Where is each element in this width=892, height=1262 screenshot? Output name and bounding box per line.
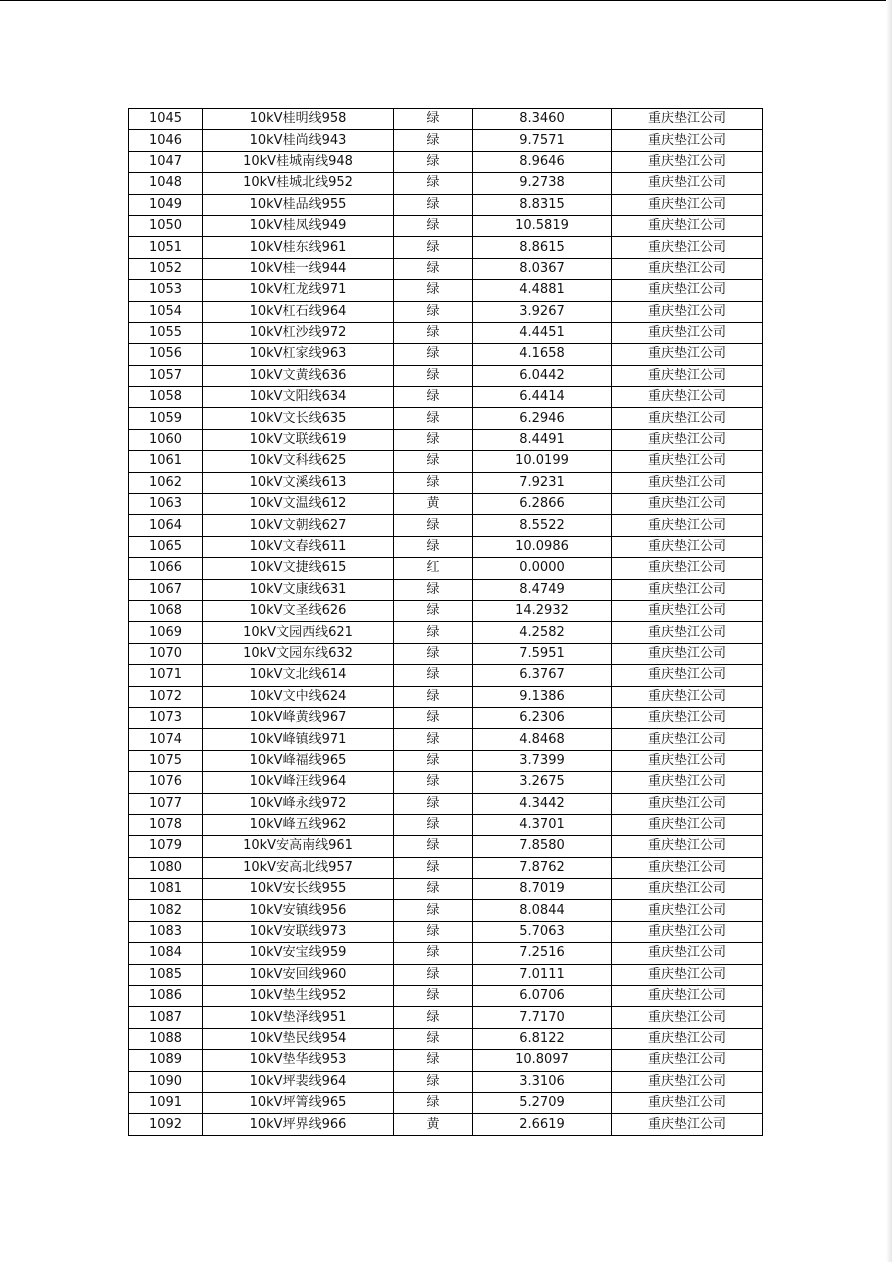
line-name-cell: 10kV桂尚线943 [203,130,394,151]
table-row [129,194,763,215]
company-cell: 重庆垫江公司 [612,365,763,386]
status-color-cell: 绿 [394,793,473,814]
value-cell: 3.9267 [473,301,612,322]
table-row [129,408,763,429]
status-color-cell: 绿 [394,686,473,707]
table-row [129,109,763,130]
table-row [129,600,763,621]
line-name-cell: 10kV垫华线953 [203,1050,394,1071]
line-name-cell: 10kV垫生线952 [203,986,394,1007]
value-cell: 4.4451 [473,322,612,343]
line-name-cell: 10kV文联线619 [203,429,394,450]
row-number-cell: 1074 [129,729,203,750]
row-number-cell: 1078 [129,814,203,835]
row-number-cell: 1055 [129,322,203,343]
line-name-cell: 10kV杠石线964 [203,301,394,322]
value-cell: 8.3460 [473,109,612,130]
row-number-cell: 1080 [129,857,203,878]
table-row [129,900,763,921]
row-number-cell: 1062 [129,472,203,493]
status-color-cell: 绿 [394,387,473,408]
line-name-cell: 10kV文黄线636 [203,365,394,386]
line-name-cell: 10kV峰黄线967 [203,707,394,728]
value-cell: 7.9231 [473,472,612,493]
value-cell: 8.0367 [473,258,612,279]
value-cell: 6.2866 [473,494,612,515]
line-name-cell: 10kV文科线625 [203,451,394,472]
status-color-cell: 绿 [394,408,473,429]
line-name-cell: 10kV桂城南线948 [203,151,394,172]
row-number-cell: 1068 [129,600,203,621]
value-cell: 8.4749 [473,579,612,600]
status-color-cell: 绿 [394,130,473,151]
company-cell: 重庆垫江公司 [612,536,763,557]
company-cell: 重庆垫江公司 [612,622,763,643]
table-row [129,215,763,236]
table-body [129,109,763,1136]
row-number-cell: 1089 [129,1050,203,1071]
status-color-cell: 绿 [394,365,473,386]
line-name-cell: 10kV坪箐线965 [203,1092,394,1113]
status-color-cell: 黄 [394,494,473,515]
company-cell: 重庆垫江公司 [612,879,763,900]
line-name-cell: 10kV杠沙线972 [203,322,394,343]
company-cell: 重庆垫江公司 [612,665,763,686]
table-row [129,1007,763,1028]
row-number-cell: 1086 [129,986,203,1007]
value-cell: 8.5522 [473,515,612,536]
status-color-cell: 黄 [394,1114,473,1135]
status-color-cell: 绿 [394,921,473,942]
row-number-cell: 1090 [129,1071,203,1092]
company-cell: 重庆垫江公司 [612,451,763,472]
company-cell: 重庆垫江公司 [612,258,763,279]
status-color-cell: 绿 [394,194,473,215]
line-name-cell: 10kV坪裴线964 [203,1071,394,1092]
status-color-cell: 绿 [394,836,473,857]
line-name-cell: 10kV峰镇线971 [203,729,394,750]
row-number-cell: 1075 [129,750,203,771]
line-name-cell: 10kV文温线612 [203,494,394,515]
company-cell: 重庆垫江公司 [612,986,763,1007]
status-color-cell: 绿 [394,1007,473,1028]
status-color-cell: 绿 [394,857,473,878]
value-cell: 5.2709 [473,1092,612,1113]
line-name-cell: 10kV杠龙线971 [203,280,394,301]
company-cell: 重庆垫江公司 [612,1007,763,1028]
status-color-cell: 绿 [394,536,473,557]
status-color-cell: 绿 [394,900,473,921]
row-number-cell: 1056 [129,344,203,365]
status-color-cell: 绿 [394,772,473,793]
line-name-cell: 10kV文园西线621 [203,622,394,643]
line-name-cell: 10kV安高南线961 [203,836,394,857]
table-row [129,494,763,515]
value-cell: 8.4491 [473,429,612,450]
status-color-cell: 绿 [394,280,473,301]
company-cell: 重庆垫江公司 [612,237,763,258]
value-cell: 9.1386 [473,686,612,707]
status-color-cell: 绿 [394,943,473,964]
line-name-cell: 10kV文春线611 [203,536,394,557]
value-cell: 8.8315 [473,194,612,215]
table-row [129,793,763,814]
table-row [129,943,763,964]
table-row [129,579,763,600]
company-cell: 重庆垫江公司 [612,1114,763,1135]
table-row [129,451,763,472]
company-cell: 重庆垫江公司 [612,900,763,921]
line-name-cell: 10kV垫民线954 [203,1028,394,1049]
line-name-cell: 10kV桂城北线952 [203,173,394,194]
company-cell: 重庆垫江公司 [612,1071,763,1092]
company-cell: 重庆垫江公司 [612,494,763,515]
table-row [129,1050,763,1071]
company-cell: 重庆垫江公司 [612,1028,763,1049]
row-number-cell: 1069 [129,622,203,643]
status-color-cell: 绿 [394,258,473,279]
row-number-cell: 1066 [129,558,203,579]
row-number-cell: 1049 [129,194,203,215]
table-row [129,729,763,750]
status-color-cell: 绿 [394,729,473,750]
status-color-cell: 绿 [394,964,473,985]
value-cell: 6.2306 [473,707,612,728]
line-name-cell: 10kV文捷线615 [203,558,394,579]
table-row [129,429,763,450]
row-number-cell: 1059 [129,408,203,429]
row-number-cell: 1048 [129,173,203,194]
status-color-cell: 绿 [394,109,473,130]
row-number-cell: 1047 [129,151,203,172]
row-number-cell: 1070 [129,643,203,664]
row-number-cell: 1051 [129,237,203,258]
status-color-cell: 红 [394,558,473,579]
status-color-cell: 绿 [394,472,473,493]
row-number-cell: 1088 [129,1028,203,1049]
value-cell: 4.4881 [473,280,612,301]
row-number-cell: 1061 [129,451,203,472]
line-name-cell: 10kV文阳线634 [203,387,394,408]
status-color-cell: 绿 [394,879,473,900]
company-cell: 重庆垫江公司 [612,194,763,215]
line-name-cell: 10kV杠家线963 [203,344,394,365]
row-number-cell: 1052 [129,258,203,279]
value-cell: 4.8468 [473,729,612,750]
row-number-cell: 1064 [129,515,203,536]
row-number-cell: 1091 [129,1092,203,1113]
value-cell: 6.8122 [473,1028,612,1049]
status-color-cell: 绿 [394,1092,473,1113]
line-name-cell: 10kV安长线955 [203,879,394,900]
value-cell: 8.0844 [473,900,612,921]
line-name-cell: 10kV安宝线959 [203,943,394,964]
status-color-cell: 绿 [394,1050,473,1071]
value-cell: 10.0199 [473,451,612,472]
line-name-cell: 10kV文园东线632 [203,643,394,664]
row-number-cell: 1065 [129,536,203,557]
status-color-cell: 绿 [394,579,473,600]
value-cell: 9.2738 [473,173,612,194]
status-color-cell: 绿 [394,1028,473,1049]
table-row [129,280,763,301]
value-cell: 2.6619 [473,1114,612,1135]
company-cell: 重庆垫江公司 [612,579,763,600]
value-cell: 6.3767 [473,665,612,686]
company-cell: 重庆垫江公司 [612,344,763,365]
company-cell: 重庆垫江公司 [612,472,763,493]
line-name-cell: 10kV峰永线972 [203,793,394,814]
page-right-edge [886,0,892,1262]
company-cell: 重庆垫江公司 [612,130,763,151]
company-cell: 重庆垫江公司 [612,772,763,793]
company-cell: 重庆垫江公司 [612,173,763,194]
table-row [129,750,763,771]
company-cell: 重庆垫江公司 [612,109,763,130]
row-number-cell: 1071 [129,665,203,686]
company-cell: 重庆垫江公司 [612,280,763,301]
value-cell: 8.9646 [473,151,612,172]
value-cell: 4.3442 [473,793,612,814]
value-cell: 10.8097 [473,1050,612,1071]
row-number-cell: 1081 [129,879,203,900]
table-row [129,258,763,279]
value-cell: 4.3701 [473,814,612,835]
company-cell: 重庆垫江公司 [612,151,763,172]
company-cell: 重庆垫江公司 [612,1092,763,1113]
value-cell: 8.7019 [473,879,612,900]
line-name-cell: 10kV桂东线961 [203,237,394,258]
row-number-cell: 1046 [129,130,203,151]
row-number-cell: 1083 [129,921,203,942]
company-cell: 重庆垫江公司 [612,943,763,964]
company-cell: 重庆垫江公司 [612,215,763,236]
line-name-cell: 10kV安镇线956 [203,900,394,921]
table-row [129,1028,763,1049]
row-number-cell: 1084 [129,943,203,964]
value-cell: 14.2932 [473,600,612,621]
company-cell: 重庆垫江公司 [612,301,763,322]
line-name-cell: 10kV安联线973 [203,921,394,942]
table-row [129,558,763,579]
status-color-cell: 绿 [394,151,473,172]
row-number-cell: 1067 [129,579,203,600]
value-cell: 7.0111 [473,964,612,985]
value-cell: 8.8615 [473,237,612,258]
value-cell: 9.7571 [473,130,612,151]
row-number-cell: 1076 [129,772,203,793]
company-cell: 重庆垫江公司 [612,814,763,835]
table-row [129,387,763,408]
line-name-cell: 10kV桂品线955 [203,194,394,215]
value-cell: 3.7399 [473,750,612,771]
table-row [129,344,763,365]
line-name-cell: 10kV文长线635 [203,408,394,429]
value-cell: 3.3106 [473,1071,612,1092]
row-number-cell: 1045 [129,109,203,130]
table-row [129,921,763,942]
line-name-cell: 10kV文北线614 [203,665,394,686]
status-color-cell: 绿 [394,237,473,258]
status-color-cell: 绿 [394,707,473,728]
table-row [129,772,763,793]
value-cell: 7.8762 [473,857,612,878]
company-cell: 重庆垫江公司 [612,429,763,450]
line-name-cell: 10kV文朝线627 [203,515,394,536]
line-name-cell: 10kV峰五线962 [203,814,394,835]
row-number-cell: 1050 [129,215,203,236]
company-cell: 重庆垫江公司 [612,408,763,429]
status-color-cell: 绿 [394,322,473,343]
status-color-cell: 绿 [394,215,473,236]
value-cell: 4.1658 [473,344,612,365]
line-name-cell: 10kV文康线631 [203,579,394,600]
status-color-cell: 绿 [394,301,473,322]
line-name-cell: 10kV坪界线966 [203,1114,394,1135]
value-cell: 4.2582 [473,622,612,643]
company-cell: 重庆垫江公司 [612,686,763,707]
company-cell: 重庆垫江公司 [612,964,763,985]
row-number-cell: 1077 [129,793,203,814]
line-name-cell: 10kV峰汪线964 [203,772,394,793]
line-name-cell: 10kV安高北线957 [203,857,394,878]
company-cell: 重庆垫江公司 [612,322,763,343]
company-cell: 重庆垫江公司 [612,750,763,771]
row-number-cell: 1057 [129,365,203,386]
row-number-cell: 1054 [129,301,203,322]
status-color-cell: 绿 [394,622,473,643]
table-row [129,707,763,728]
line-name-cell: 10kV垫泽线951 [203,1007,394,1028]
company-cell: 重庆垫江公司 [612,793,763,814]
company-cell: 重庆垫江公司 [612,836,763,857]
table-row [129,643,763,664]
row-number-cell: 1082 [129,900,203,921]
row-number-cell: 1060 [129,429,203,450]
table-row [129,365,763,386]
company-cell: 重庆垫江公司 [612,515,763,536]
row-number-cell: 1092 [129,1114,203,1135]
table-row [129,857,763,878]
company-cell: 重庆垫江公司 [612,729,763,750]
row-number-cell: 1085 [129,964,203,985]
table-row [129,1071,763,1092]
line-name-cell: 10kV峰福线965 [203,750,394,771]
row-number-cell: 1079 [129,836,203,857]
line-name-cell: 10kV桂一线944 [203,258,394,279]
line-name-cell: 10kV文圣线626 [203,600,394,621]
value-cell: 7.7170 [473,1007,612,1028]
table-row [129,515,763,536]
status-color-cell: 绿 [394,344,473,365]
table-row [129,665,763,686]
table-row [129,879,763,900]
row-number-cell: 1053 [129,280,203,301]
status-color-cell: 绿 [394,600,473,621]
value-cell: 7.8580 [473,836,612,857]
table-row [129,986,763,1007]
status-color-cell: 绿 [394,814,473,835]
value-cell: 10.5819 [473,215,612,236]
table-row [129,472,763,493]
status-color-cell: 绿 [394,665,473,686]
status-color-cell: 绿 [394,173,473,194]
row-number-cell: 1072 [129,686,203,707]
table-row [129,964,763,985]
company-cell: 重庆垫江公司 [612,643,763,664]
table-row [129,686,763,707]
value-cell: 3.2675 [473,772,612,793]
status-color-cell: 绿 [394,1071,473,1092]
value-cell: 5.7063 [473,921,612,942]
value-cell: 6.2946 [473,408,612,429]
company-cell: 重庆垫江公司 [612,600,763,621]
value-cell: 6.0442 [473,365,612,386]
status-color-cell: 绿 [394,515,473,536]
table-row [129,836,763,857]
company-cell: 重庆垫江公司 [612,558,763,579]
table-row [129,1114,763,1135]
status-color-cell: 绿 [394,986,473,1007]
company-cell: 重庆垫江公司 [612,1050,763,1071]
company-cell: 重庆垫江公司 [612,707,763,728]
value-cell: 6.0706 [473,986,612,1007]
table-row [129,536,763,557]
row-number-cell: 1063 [129,494,203,515]
value-cell: 7.5951 [473,643,612,664]
status-color-cell: 绿 [394,429,473,450]
line-name-cell: 10kV桂凤线949 [203,215,394,236]
status-color-cell: 绿 [394,643,473,664]
table-row [129,237,763,258]
row-number-cell: 1087 [129,1007,203,1028]
line-name-cell: 10kV桂明线958 [203,109,394,130]
value-cell: 6.4414 [473,387,612,408]
table-row [129,814,763,835]
table-row [129,173,763,194]
line-name-cell: 10kV文溪线613 [203,472,394,493]
row-number-cell: 1073 [129,707,203,728]
table-row [129,151,763,172]
status-color-cell: 绿 [394,451,473,472]
line-status-table [128,108,763,1136]
table-row [129,130,763,151]
row-number-cell: 1058 [129,387,203,408]
table-row [129,1092,763,1113]
table-row [129,301,763,322]
table-row [129,322,763,343]
line-name-cell: 10kV安回线960 [203,964,394,985]
value-cell: 7.2516 [473,943,612,964]
status-color-cell: 绿 [394,750,473,771]
line-name-cell: 10kV文中线624 [203,686,394,707]
company-cell: 重庆垫江公司 [612,921,763,942]
value-cell: 10.0986 [473,536,612,557]
company-cell: 重庆垫江公司 [612,387,763,408]
value-cell: 0.0000 [473,558,612,579]
table-row [129,622,763,643]
company-cell: 重庆垫江公司 [612,857,763,878]
page-top-border [0,0,892,1]
